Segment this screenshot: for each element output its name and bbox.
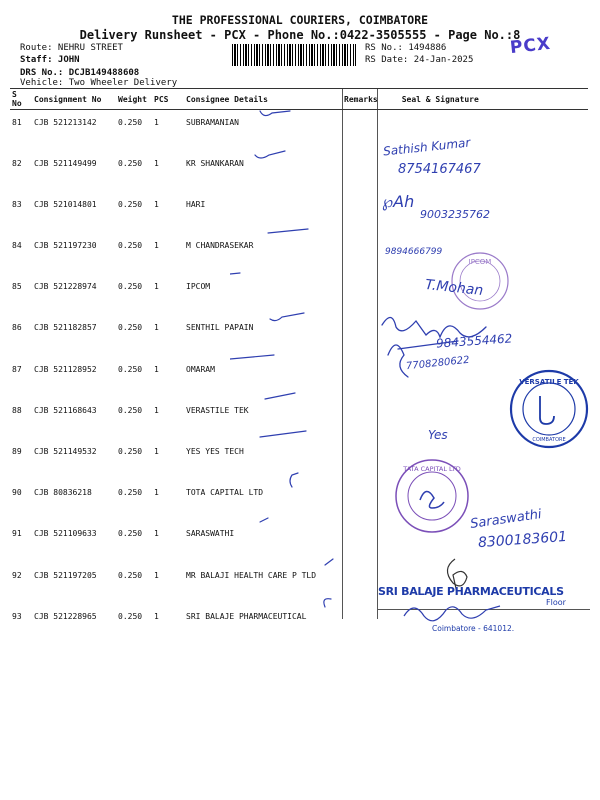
table-header-row bbox=[10, 89, 588, 110]
row-pcs: 1 bbox=[154, 241, 159, 251]
col-pcs: PCS bbox=[152, 89, 184, 110]
row-weight: 0.250 bbox=[118, 447, 143, 456]
phone-83: 9003235762 bbox=[420, 208, 490, 221]
row-sno: 86 bbox=[12, 323, 22, 333]
row-consignment: CJB 80836218 bbox=[34, 488, 92, 498]
row-consignment: CJB 521197205 bbox=[34, 570, 97, 580]
balaji-stamp-city: Coimbatore - 641012. bbox=[432, 624, 515, 633]
row-pcs: 1 bbox=[154, 199, 159, 209]
row-consignee: SUBRAMANIAN bbox=[186, 118, 239, 127]
row-sno: 85 bbox=[12, 282, 22, 292]
row-weight: 0.250 bbox=[118, 529, 143, 539]
row-sno: 81 bbox=[12, 118, 22, 127]
row-pcs: 1 bbox=[154, 611, 159, 621]
col-seal: Seal & Signature bbox=[380, 89, 588, 110]
phone-82: 8754167467 bbox=[398, 162, 481, 177]
vehicle-label: Vehicle: Two Wheeler Delivery bbox=[20, 78, 178, 88]
col-remarks: Remarks bbox=[342, 89, 380, 110]
row-consignee: SARASWATHI bbox=[186, 529, 235, 539]
table-row bbox=[10, 357, 588, 398]
row-sno: 84 bbox=[12, 241, 22, 251]
row-consignee: SENTHIL PAPAIN bbox=[186, 323, 254, 333]
row-consignee: YES YES TECH bbox=[186, 447, 244, 456]
row-pcs: 1 bbox=[154, 405, 159, 415]
row-sno: 92 bbox=[12, 570, 22, 580]
row-sno: 87 bbox=[12, 364, 22, 374]
row-pcs: 1 bbox=[154, 488, 159, 498]
row-consignee: VERASTILE TEK bbox=[186, 405, 249, 415]
row-sno: 83 bbox=[12, 199, 22, 209]
row-pcs: 1 bbox=[154, 323, 159, 333]
table-row bbox=[10, 439, 588, 480]
row-consignment: CJB 521149532 bbox=[34, 447, 97, 456]
balaji-stamp-floor: Floor bbox=[546, 598, 566, 607]
row-consignee: M CHANDRASEKAR bbox=[186, 241, 254, 251]
row-weight: 0.250 bbox=[118, 611, 143, 621]
col-consignee: Consignee Details bbox=[184, 89, 342, 110]
row-consignment: CJB 521228965 bbox=[34, 611, 97, 621]
row-consignee: SRI BALAJE PHARMACEUTICAL bbox=[186, 611, 307, 621]
drs-number: DRS No.: DCJB149488608 bbox=[20, 68, 140, 78]
col-weight: Weight bbox=[116, 89, 152, 110]
signature-85: T.Mohan bbox=[424, 276, 484, 300]
col-consignment: Consignment No bbox=[32, 89, 116, 110]
row-weight: 0.250 bbox=[118, 199, 143, 209]
barcode bbox=[232, 44, 356, 66]
row-pcs: 1 bbox=[154, 158, 159, 168]
row-sno: 88 bbox=[12, 405, 22, 415]
row-consignment: CJB 521149499 bbox=[34, 158, 97, 168]
row-weight: 0.250 bbox=[118, 570, 143, 580]
phone-91: 8300183601 bbox=[477, 528, 568, 552]
tata-stamp-text: TATA CAPITAL LTD bbox=[403, 465, 461, 473]
runsheet-subtitle: Delivery Runsheet - PCX - Phone No.:0422-3505555 - Page No.:8 bbox=[79, 28, 521, 42]
ipcom-stamp-text: IPCOM bbox=[468, 258, 492, 266]
versatile-stamp-city: COIMBATORE bbox=[532, 437, 566, 443]
runsheet-table bbox=[10, 88, 588, 645]
row-pcs: 1 bbox=[154, 364, 159, 374]
table-row bbox=[10, 192, 588, 233]
signature-91: Saraswathi bbox=[469, 507, 543, 532]
row-sno: 89 bbox=[12, 447, 22, 456]
row-consignee: MR BALAJI HEALTH CARE P TLD bbox=[186, 570, 317, 580]
row-pcs: 1 bbox=[154, 282, 159, 292]
row-pcs: 1 bbox=[154, 447, 159, 456]
signature-83: ℘Ah bbox=[382, 192, 415, 211]
table-row bbox=[10, 315, 588, 356]
versatile-stamp-text: VERSATILE TEK bbox=[519, 378, 579, 386]
row-pcs: 1 bbox=[154, 529, 159, 539]
signature-89: Yes bbox=[428, 428, 448, 442]
table-row bbox=[10, 110, 588, 151]
table-row bbox=[10, 604, 588, 645]
row-consignee: IPCOM bbox=[186, 282, 211, 292]
row-sno: 93 bbox=[12, 611, 22, 621]
row-consignment: CJB 521182857 bbox=[34, 323, 97, 333]
phone-84: 9894666799 bbox=[385, 247, 443, 257]
table-row bbox=[10, 563, 588, 604]
table-row bbox=[10, 151, 588, 192]
row-weight: 0.250 bbox=[118, 488, 143, 498]
staff-label: Staff: JOHN bbox=[20, 55, 80, 65]
phone-86: 9843554462 bbox=[435, 331, 513, 351]
row-consignment: CJB 521213142 bbox=[34, 118, 97, 127]
row-pcs: 1 bbox=[154, 570, 159, 580]
row-consignment: CJB 521228974 bbox=[34, 282, 97, 292]
row-consignment: CJB 521197230 bbox=[34, 241, 97, 251]
rs-date: RS Date: 24-Jan-2025 bbox=[365, 55, 474, 65]
row-weight: 0.250 bbox=[118, 323, 143, 333]
row-consignee: KR SHANKARAN bbox=[186, 158, 244, 168]
table-row bbox=[10, 480, 588, 521]
rs-number: RS No.: 1494886 bbox=[365, 43, 447, 53]
row-consignee: OMARAM bbox=[186, 364, 215, 374]
signature-82: Sathish Kumar bbox=[382, 135, 471, 159]
row-consignee: TOTA CAPITAL LTD bbox=[186, 488, 264, 498]
col-sno: S No bbox=[10, 89, 32, 110]
pcx-logo: PCX bbox=[509, 33, 552, 59]
company-title: THE PROFESSIONAL COURIERS, COIMBATORE bbox=[171, 13, 429, 27]
row-consignment: CJB 521014801 bbox=[34, 199, 97, 209]
row-pcs: 1 bbox=[154, 118, 159, 127]
table-row bbox=[10, 233, 588, 274]
phone-87: 7708280622 bbox=[405, 354, 471, 373]
table-row bbox=[10, 521, 588, 562]
balaji-stamp-title: SRI BALAJE PHARMACEUTICALS bbox=[378, 585, 564, 598]
row-consignment: CJB 521109633 bbox=[34, 529, 97, 539]
table-row bbox=[10, 274, 588, 315]
row-weight: 0.250 bbox=[118, 118, 143, 127]
row-consignment: CJB 521168643 bbox=[34, 405, 97, 415]
route-label: Route: NEHRU STREET bbox=[20, 43, 123, 53]
row-weight: 0.250 bbox=[118, 158, 143, 168]
row-sno: 91 bbox=[12, 529, 22, 539]
row-consignment: CJB 521128952 bbox=[34, 364, 97, 374]
row-weight: 0.250 bbox=[118, 241, 143, 251]
row-weight: 0.250 bbox=[118, 364, 143, 374]
row-sno: 82 bbox=[12, 158, 22, 168]
row-weight: 0.250 bbox=[118, 405, 143, 415]
row-sno: 90 bbox=[12, 488, 22, 498]
row-consignee: HARI bbox=[186, 199, 206, 209]
row-weight: 0.250 bbox=[118, 282, 143, 292]
table-row bbox=[10, 398, 588, 439]
